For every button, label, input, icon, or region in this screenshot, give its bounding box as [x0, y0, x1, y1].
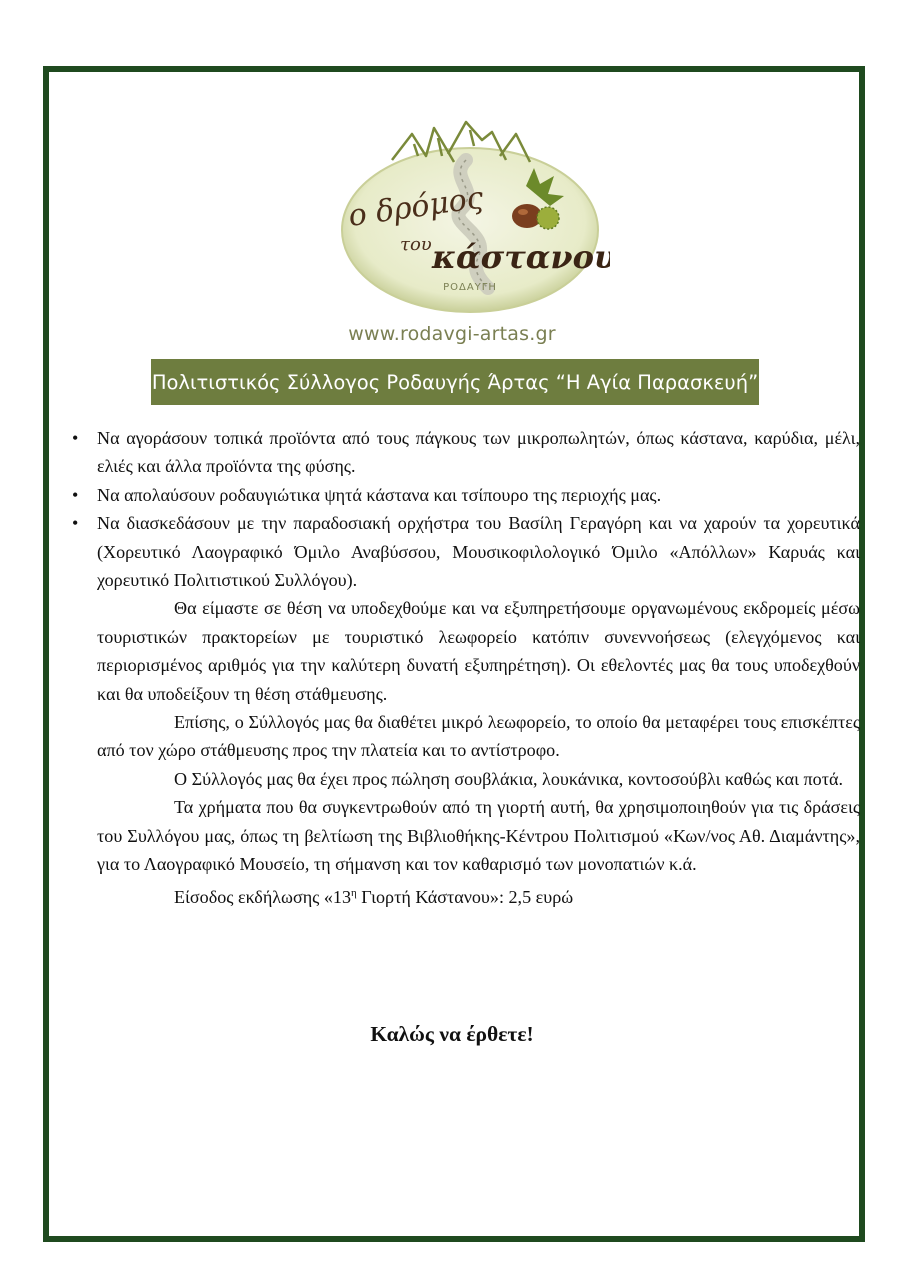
paragraph: Επίσης, ο Σύλλογός μας θα διαθέτει μικρό λεωφορείο, το οποίο θα μεταφέρει τους επισκέπτες από τον χώρο στάθμευσης προς την πλατεία και το αντίστροφο. [97, 712, 860, 761]
bullet-icon: • [72, 428, 79, 448]
bullet-list [70, 424, 860, 594]
entrance-text-start: Είσοδος εκδήλωσης «13 [174, 886, 352, 907]
bullet-icon: • [72, 484, 79, 505]
logo-title-line3: κάστανου [432, 238, 610, 276]
list-item [70, 481, 860, 509]
banner-text: Πολιτιστικός Σύλλογος Ροδαυγής Άρτας “Η Αγία Παρασκευή” [151, 370, 759, 394]
entrance-fee [70, 879, 860, 911]
bullet-icon: • [72, 513, 79, 534]
list-item [70, 509, 860, 594]
paragraph: Τα χρήματα που θα συγκεντρωθούν από τη γιορτή αυτή, θα χρησιμοποιηθούν για τις δράσεις του Συλλόγου μας, όπως τη βελτίωση της Βιβλιοθήκης-Κέντρου Πολιτισμού «Κων/νος Αθ. Διαμάντης», για το Λαογραφικό Μουσείο, τη σήμανση και τον καθαρισμό των μονοπατιών κ.ά. [97, 797, 860, 875]
logo-place: ΡΟΔΑΥΓΗ [443, 282, 497, 293]
welcome-message: Καλώς να έρθετε! [370, 1022, 534, 1046]
website-url: www.rodavgi-artas.gr [348, 323, 556, 345]
bullet-text: Να διασκεδάσουν με την παραδοσιακή ορχήστρα του Βασίλη Γεραγόρη και να χαρούν τα χορευτικά (Χορευτικό Λαογραφικό Όμιλο Αναβύσσου, Μουσικοφιλολογικό Όμιλο «Απόλλων» Καρυάς και χορευτικό Πολιτιστικού Συλλόγου). [97, 513, 860, 591]
association-banner [151, 359, 759, 405]
entrance-text-end: Γιορτή Κάστανου»: 2,5 ευρώ [356, 886, 574, 907]
list-item [70, 424, 860, 481]
paragraph: Ο Σύλλογός μας θα έχει προς πώληση σουβλάκια, λουκάνικα, κοντοσούβλι καθώς και ποτά. [174, 768, 843, 789]
logo-title-line1: ο δρόμος [346, 180, 486, 234]
logo [330, 98, 610, 320]
document-body [70, 424, 860, 911]
paragraph: Θα είμαστε σε θέση να υποδεχθούμε και να εξυπηρετήσουμε οργανωμένους εκδρομείς μέσω τουριστικών πρακτορείων με τουριστικό λεωφορείο κατόπιν συνεννοήσεως (ελεγχόμενος και περιορισμένος αριθμός για την καλύτερη δυνατή εξυπηρέτηση). Οι εθελοντές μας θα τους υποδεχθούν και θα υποδείξουν τη θέση στάθμευσης. [97, 598, 860, 704]
logo-title-line2: του [400, 234, 432, 255]
entrance-superscript: η [351, 886, 357, 899]
bullet-text: Να αγοράσουν τοπικά προϊόντα από τους πάγκους των μικροπωλητών, όπως κάστανα, καρύδια, μέλι, ελιές και άλλα προϊόντα της φύσης. [97, 428, 860, 477]
bullet-text: Να απολαύσουν ροδαυγιώτικα ψητά κάστανα και τσίπουρο της περιοχής μας. [97, 484, 662, 505]
logo-graphic [330, 98, 610, 320]
